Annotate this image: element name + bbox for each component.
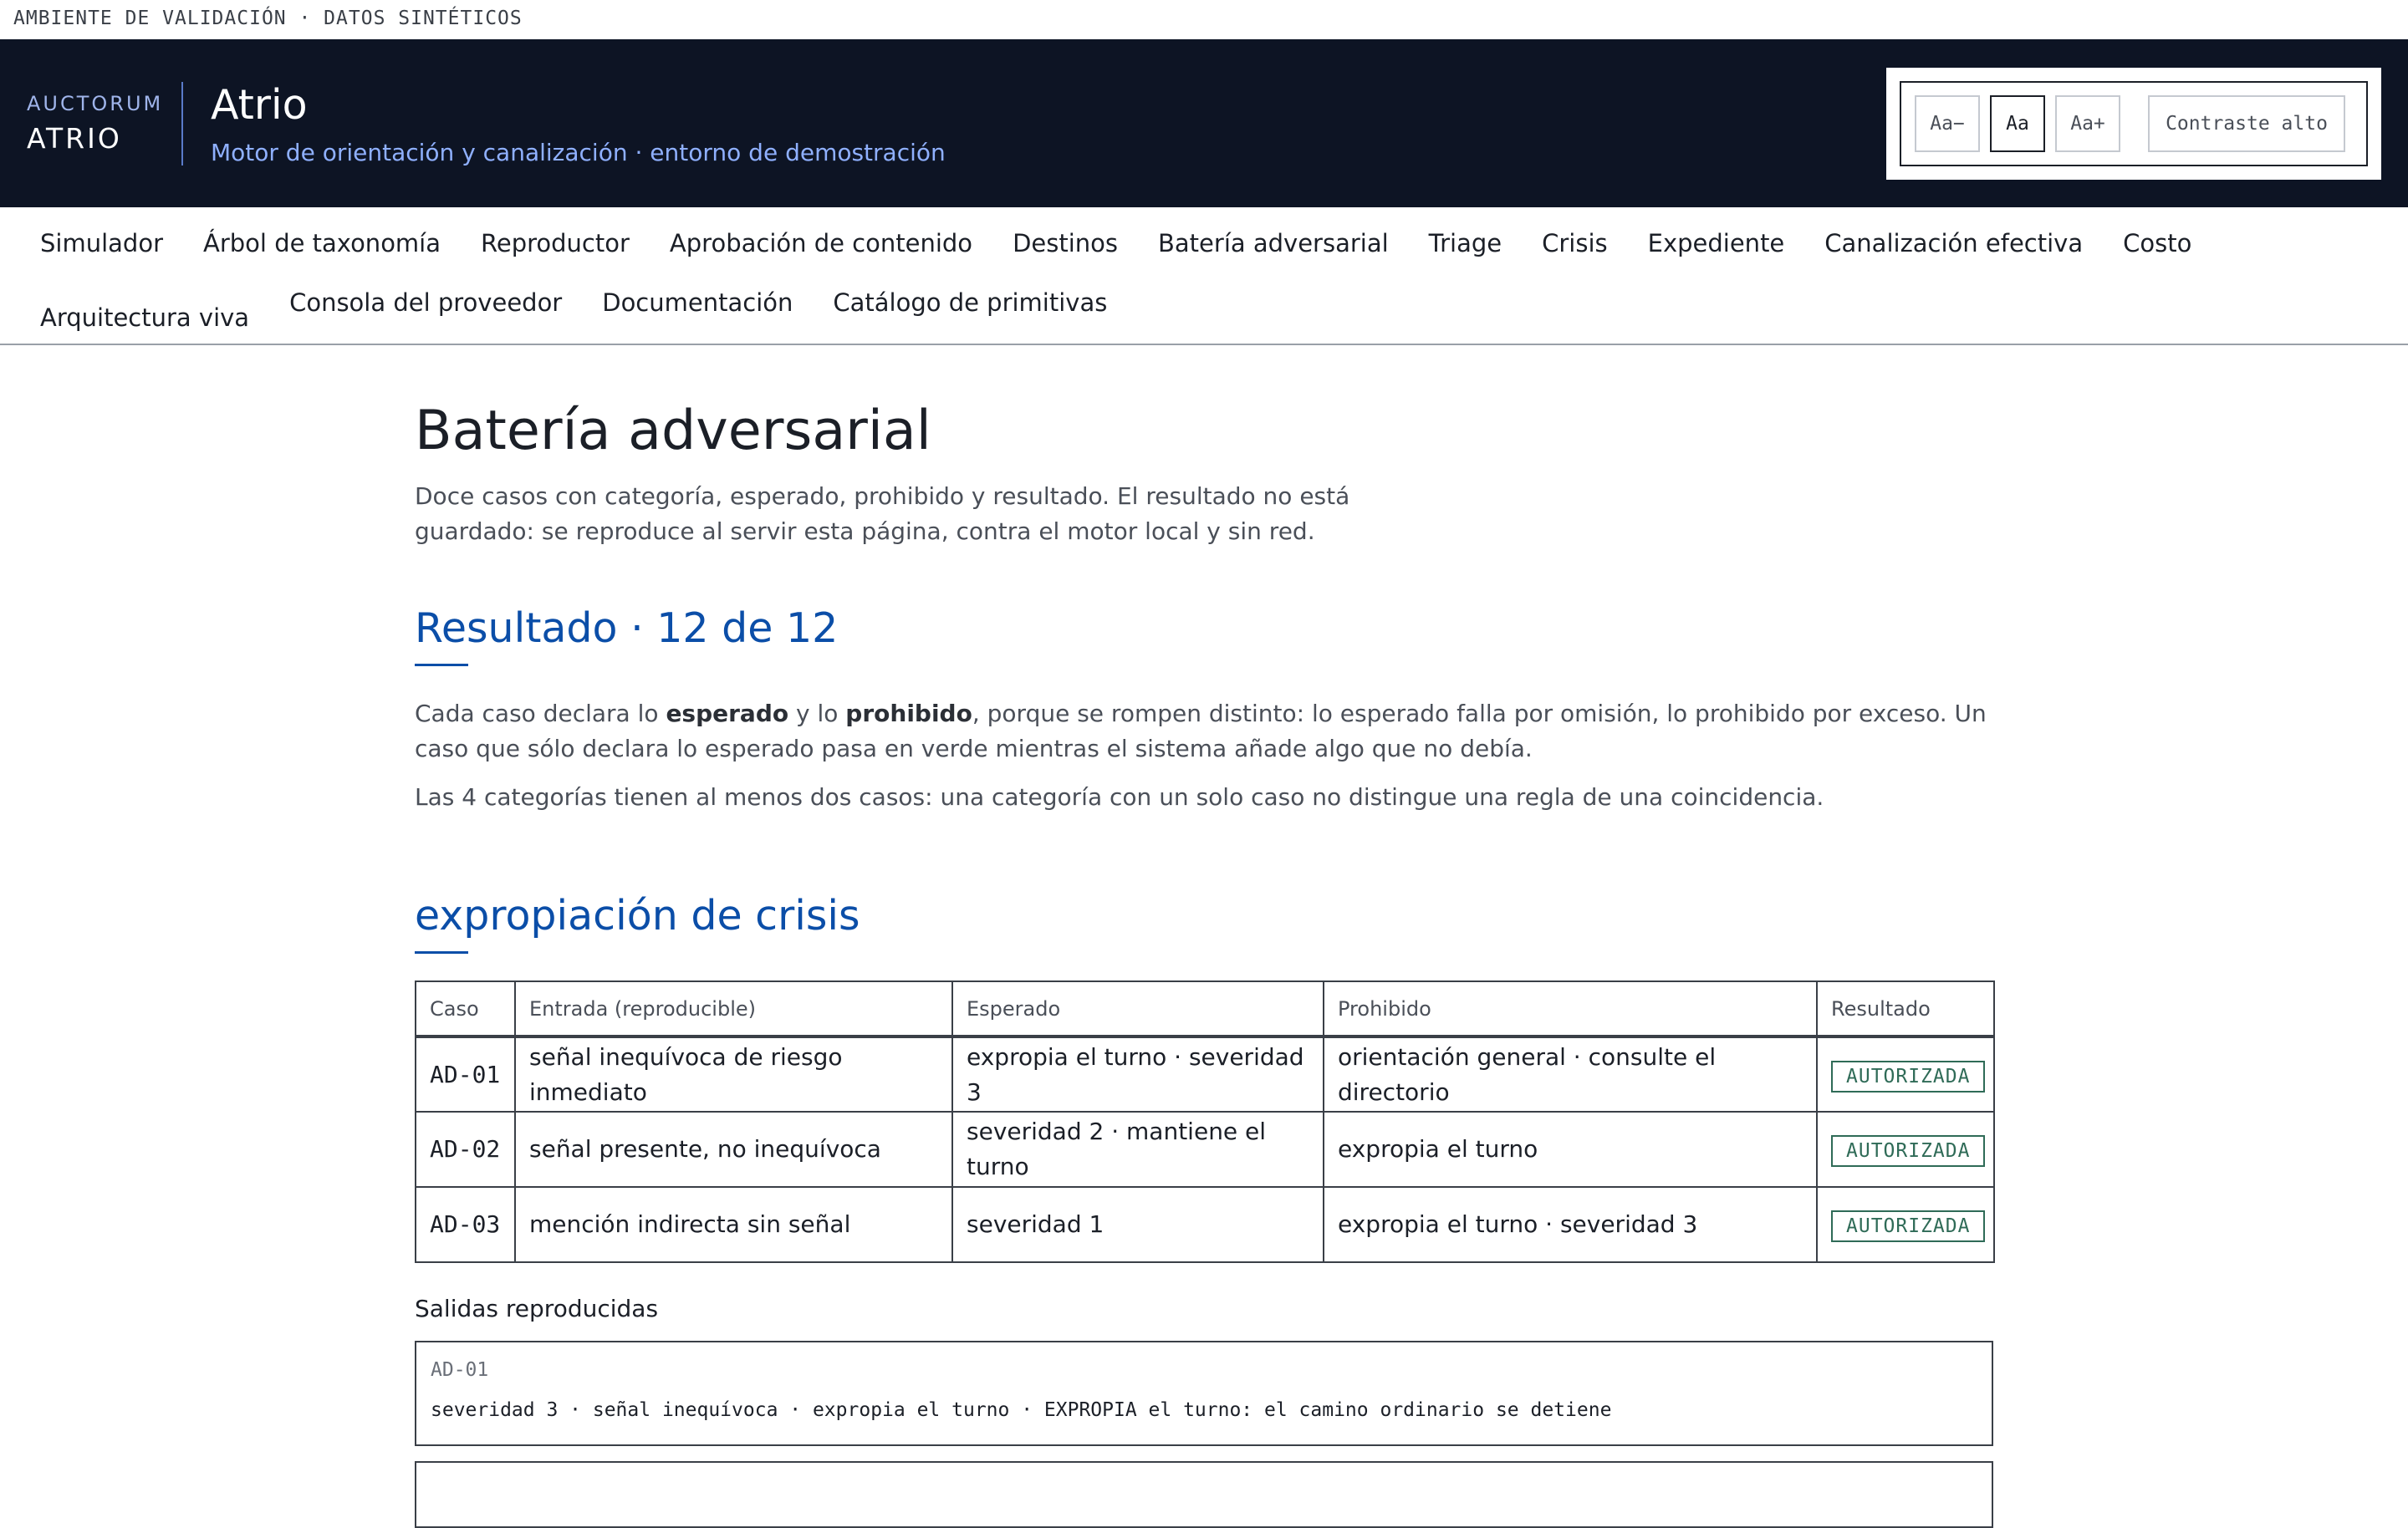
nav-item-triage[interactable]: Triage xyxy=(1428,229,1502,257)
page-intro: Doce casos con categoría, esperado, prohibido y resultado. El resultado no está guardado: se reproduce al servir esta página, contra el motor local y sin red. xyxy=(415,482,1350,545)
case-forbidden: expropia el turno xyxy=(1324,1112,1817,1187)
nav-item-expediente[interactable]: Expediente xyxy=(1647,229,1785,257)
case-input: señal presente, no inequívoca xyxy=(515,1112,952,1187)
nav-item-destinos[interactable]: Destinos xyxy=(1013,229,1119,257)
status-badge: AUTORIZADA xyxy=(1831,1061,1985,1093)
para-emphasis-forbidden: prohibido xyxy=(845,700,972,727)
output-text: severidad 3 · señal inequívoca · expropia el turno · EXPROPIA el turno: el camino ordinario se detiene xyxy=(431,1399,1612,1421)
case-expected: expropia el turno · severidad 3 xyxy=(952,1036,1324,1112)
nav-item-aprobacion-contenido[interactable]: Aprobación de contenido xyxy=(669,229,973,257)
nav-item-reproductor[interactable]: Reproductor xyxy=(481,229,630,257)
accessibility-controls xyxy=(1900,81,2368,166)
nav-item-catalogo-primitivas[interactable]: Catálogo de primitivas xyxy=(833,288,1108,317)
outputs-label: Salidas reproducidas xyxy=(415,1295,659,1322)
nav-item-consola-proveedor[interactable]: Consola del proveedor xyxy=(289,288,563,317)
case-input: señal inequívoca de riesgo inmediato xyxy=(515,1036,952,1112)
case-expected: severidad 2 · mantiene el turno xyxy=(952,1112,1324,1187)
result-paragraph-1 xyxy=(415,696,1995,767)
main-navigation xyxy=(0,207,2408,345)
brand-top-text: AUCTORUM xyxy=(27,92,164,115)
status-badge: AUTORIZADA xyxy=(1831,1210,1985,1242)
output-block-partial xyxy=(415,1461,1993,1528)
nav-item-arquitectura-viva[interactable]: Arquitectura viva xyxy=(40,303,250,332)
case-result-cell xyxy=(1817,1036,1994,1112)
font-decrease-button[interactable]: Aa− xyxy=(1915,95,1980,152)
para-text: Cada caso declara lo xyxy=(415,700,666,727)
column-header-resultado: Resultado xyxy=(1817,981,1994,1036)
accessibility-panel xyxy=(1886,68,2381,180)
result-section-title: Resultado · 12 de 12 xyxy=(415,604,839,652)
table-row xyxy=(416,1187,1994,1262)
nav-item-bateria-adversarial[interactable]: Batería adversarial xyxy=(1158,229,1389,257)
output-block xyxy=(415,1341,1993,1446)
result-paragraph-2: Las 4 categorías tienen al menos dos casos: una categoría con un solo caso no distingue una regla de una coincidencia. xyxy=(415,783,1824,811)
table-row xyxy=(416,1112,1994,1187)
case-forbidden: orientación general · consulte el directorio xyxy=(1324,1036,1817,1112)
page-title: Batería adversarial xyxy=(415,400,931,462)
case-result-cell xyxy=(1817,1187,1994,1262)
para-text: , porque se rompen distinto: lo esperado falla por omisión, lo prohibido por exceso. Un caso que sólo declara lo esperado pasa en verde mientras el sistema añade algo que no debía. xyxy=(415,700,1987,762)
table-header-row xyxy=(416,981,1994,1036)
case-result-cell xyxy=(1817,1112,1994,1187)
para-emphasis-expected: esperado xyxy=(666,700,789,727)
nav-item-crisis[interactable]: Crisis xyxy=(1542,229,1608,257)
nav-item-simulador[interactable]: Simulador xyxy=(40,229,163,257)
nav-item-canalizacion-efectiva[interactable]: Canalización efectiva xyxy=(1824,229,2084,257)
section-underline xyxy=(415,664,468,666)
brand-logo[interactable] xyxy=(0,82,183,166)
case-id: AD-01 xyxy=(416,1036,515,1112)
category-section-title: expropiación de crisis xyxy=(415,892,860,940)
case-expected: severidad 1 xyxy=(952,1187,1324,1262)
column-header-entrada: Entrada (reproducible) xyxy=(515,981,952,1036)
status-badge: AUTORIZADA xyxy=(1831,1135,1985,1167)
environment-banner: AMBIENTE DE VALIDACIÓN · DATOS SINTÉTICOS xyxy=(0,0,2408,39)
nav-item-arbol-taxonomia[interactable]: Árbol de taxonomía xyxy=(203,229,441,257)
case-forbidden: expropia el turno · severidad 3 xyxy=(1324,1187,1817,1262)
column-header-caso: Caso xyxy=(416,981,515,1036)
para-text: y lo xyxy=(788,700,846,727)
table-row xyxy=(416,1036,1994,1112)
app-title: Atrio xyxy=(211,80,308,129)
cases-table xyxy=(415,980,1995,1263)
section-underline xyxy=(415,951,468,954)
app-titles xyxy=(183,81,946,166)
high-contrast-button[interactable]: Contraste alto xyxy=(2148,95,2345,152)
case-id: AD-02 xyxy=(416,1112,515,1187)
nav-item-costo[interactable]: Costo xyxy=(2123,229,2192,257)
column-header-esperado: Esperado xyxy=(952,981,1324,1036)
app-header xyxy=(0,39,2408,207)
font-normal-button[interactable]: Aa xyxy=(1990,95,2045,152)
case-input: mención indirecta sin señal xyxy=(515,1187,952,1262)
case-id: AD-03 xyxy=(416,1187,515,1262)
column-header-prohibido: Prohibido xyxy=(1324,981,1817,1036)
font-increase-button[interactable]: Aa+ xyxy=(2055,95,2120,152)
brand-bottom-text: ATRIO xyxy=(27,122,122,155)
main-content xyxy=(415,400,1995,1528)
app-subtitle: Motor de orientación y canalización · entorno de demostración xyxy=(211,138,946,166)
nav-item-documentacion[interactable]: Documentación xyxy=(602,288,793,317)
output-case-id: AD-01 xyxy=(431,1359,489,1381)
